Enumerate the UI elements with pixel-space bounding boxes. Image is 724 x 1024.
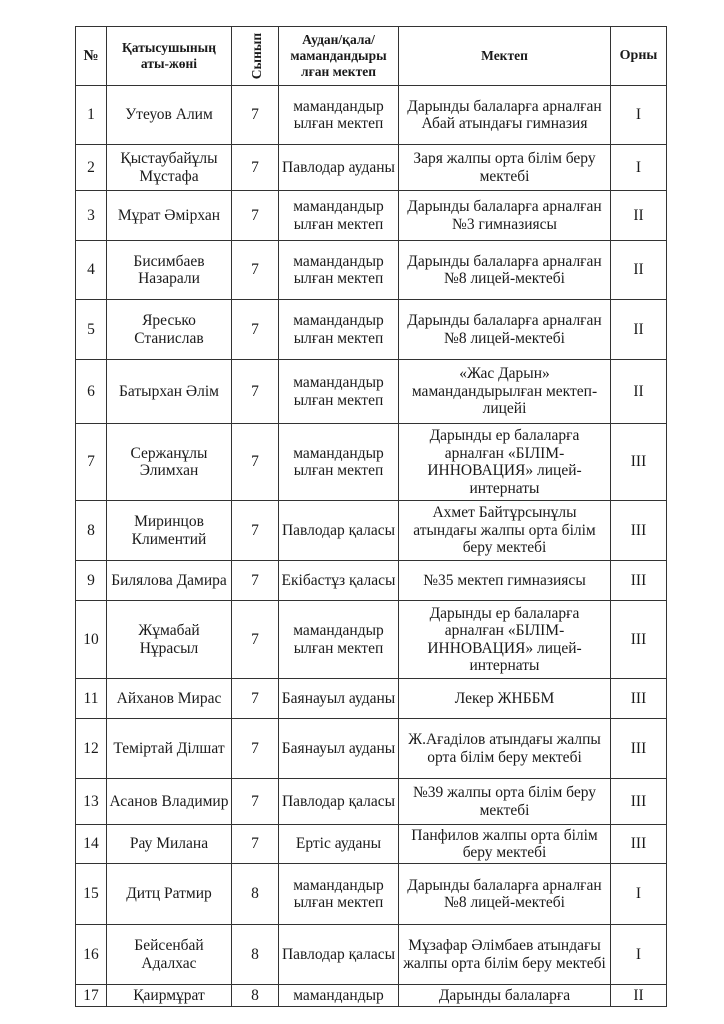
cell-number: 14 xyxy=(76,825,107,864)
table-row xyxy=(76,601,667,679)
cell-district: Павлодар қаласы xyxy=(279,501,399,561)
header-row xyxy=(76,27,667,86)
cell-place: III xyxy=(611,679,667,719)
cell-participant-name: Мұрат Әмірхан xyxy=(107,191,232,241)
cell-school: Дарынды ер балаларға арналған «БІЛІМ-ИННОВАЦИЯ» лицей-интернаты xyxy=(399,601,611,679)
table-row xyxy=(76,424,667,501)
table-row xyxy=(76,925,667,985)
cell-participant-name: Рау Милана xyxy=(107,825,232,864)
cell-number: 13 xyxy=(76,779,107,825)
cell-district: Ертіс ауданы xyxy=(279,825,399,864)
table-row xyxy=(76,360,667,424)
cell-district: мамандандыр ылған мектеп xyxy=(279,601,399,679)
cell-participant-name: Асанов Владимир xyxy=(107,779,232,825)
cell-school: Ахмет Байтұрсынұлы атындағы жалпы орта білім беру мектебі xyxy=(399,501,611,561)
cell-district: мамандандыр ылған мектеп xyxy=(279,424,399,501)
cell-participant-name: Батырхан Әлім xyxy=(107,360,232,424)
cell-place: II xyxy=(611,241,667,300)
cell-participant-name: Айханов Мирас xyxy=(107,679,232,719)
cell-school: Лекер ЖНББМ xyxy=(399,679,611,719)
cell-school: «Жас Дарын» мамандандырылған мектеп-лицейі xyxy=(399,360,611,424)
cell-participant-name: Қаирмұрат xyxy=(107,985,232,1007)
cell-grade: 7 xyxy=(232,779,279,825)
cell-place: III xyxy=(611,424,667,501)
cell-school: Дарынды балаларға арналған №8 лицей-мектебі xyxy=(399,241,611,300)
cell-grade: 8 xyxy=(232,925,279,985)
cell-district: мамандандыр ылған мектеп xyxy=(279,86,399,145)
table-row xyxy=(76,241,667,300)
cell-place: I xyxy=(611,864,667,925)
cell-grade: 7 xyxy=(232,300,279,360)
cell-place: I xyxy=(611,86,667,145)
cell-place: II xyxy=(611,300,667,360)
cell-number: 3 xyxy=(76,191,107,241)
table-row xyxy=(76,300,667,360)
cell-school: Дарынды балаларға арналған №3 гимназиясы xyxy=(399,191,611,241)
cell-grade: 7 xyxy=(232,501,279,561)
header-school: Мектеп xyxy=(399,27,611,86)
cell-district: мамандандыр ылған мектеп xyxy=(279,864,399,925)
cell-number: 6 xyxy=(76,360,107,424)
cell-participant-name: Теміртай Ділшат xyxy=(107,719,232,779)
cell-place: II xyxy=(611,360,667,424)
cell-participant-name: Билялова Дамира xyxy=(107,561,232,601)
cell-school: Дарынды балаларға арналған №8 лицей-мектебі xyxy=(399,864,611,925)
cell-participant-name: Дитц Ратмир xyxy=(107,864,232,925)
cell-place: III xyxy=(611,779,667,825)
cell-place: II xyxy=(611,191,667,241)
table-row xyxy=(76,561,667,601)
cell-grade: 7 xyxy=(232,86,279,145)
cell-number: 12 xyxy=(76,719,107,779)
header-district: Аудан/қала/ мамандандыры лған мектеп xyxy=(279,27,399,86)
cell-grade: 8 xyxy=(232,864,279,925)
cell-school: Ж.Ағаділов атындағы жалпы орта білім беру мектебі xyxy=(399,719,611,779)
cell-school: Дарынды ер балаларға арналған «БІЛІМ-ИННОВАЦИЯ» лицей-интернаты xyxy=(399,424,611,501)
cell-number: 5 xyxy=(76,300,107,360)
cell-number: 17 xyxy=(76,985,107,1007)
cell-place: I xyxy=(611,925,667,985)
cell-district: мамандандыр xyxy=(279,985,399,1007)
cell-school: №35 мектеп гимназиясы xyxy=(399,561,611,601)
cell-school: Дарынды балаларға xyxy=(399,985,611,1007)
header-place: Орны xyxy=(611,27,667,86)
cell-place: III xyxy=(611,501,667,561)
cell-district: мамандандыр ылған мектеп xyxy=(279,241,399,300)
cell-place: III xyxy=(611,601,667,679)
cell-number: 2 xyxy=(76,145,107,191)
header-grade xyxy=(232,27,279,86)
cell-grade: 7 xyxy=(232,191,279,241)
cell-grade: 7 xyxy=(232,679,279,719)
table-row xyxy=(76,86,667,145)
cell-district: Баянауыл ауданы xyxy=(279,719,399,779)
cell-district: мамандандыр ылған мектеп xyxy=(279,191,399,241)
cell-district: Павлодар қаласы xyxy=(279,779,399,825)
cell-number: 16 xyxy=(76,925,107,985)
cell-school: Заря жалпы орта білім беру мектебі xyxy=(399,145,611,191)
cell-place: III xyxy=(611,719,667,779)
cell-participant-name: Бисимбаев Назарали xyxy=(107,241,232,300)
cell-district: Екібастұз қаласы xyxy=(279,561,399,601)
cell-participant-name: Жұмабай Нұрасыл xyxy=(107,601,232,679)
cell-place: III xyxy=(611,825,667,864)
cell-participant-name: Яресько Станислав xyxy=(107,300,232,360)
cell-school: Дарынды балаларға арналған №8 лицей-мектебі xyxy=(399,300,611,360)
cell-grade: 7 xyxy=(232,825,279,864)
table-row xyxy=(76,191,667,241)
cell-participant-name: Сержанұлы Элимхан xyxy=(107,424,232,501)
cell-number: 15 xyxy=(76,864,107,925)
cell-participant-name: Утеуов Алим xyxy=(107,86,232,145)
cell-grade: 7 xyxy=(232,424,279,501)
header-participant-name: Қатысушының аты-жөні xyxy=(107,27,232,86)
cell-grade: 7 xyxy=(232,241,279,300)
cell-place: III xyxy=(611,561,667,601)
table-row xyxy=(76,864,667,925)
header-number: № xyxy=(76,27,107,86)
cell-district: мамандандыр ылған мектеп xyxy=(279,300,399,360)
cell-number: 9 xyxy=(76,561,107,601)
header-grade-label: Сынып xyxy=(249,32,265,80)
cell-district: Баянауыл ауданы xyxy=(279,679,399,719)
table-row xyxy=(76,501,667,561)
cell-school: №39 жалпы орта білім беру мектебі xyxy=(399,779,611,825)
cell-district: мамандандыр ылған мектеп xyxy=(279,360,399,424)
cell-participant-name: Қыстаубайұлы Мұстафа xyxy=(107,145,232,191)
cell-participant-name: Миринцов Климентий xyxy=(107,501,232,561)
cell-place: II xyxy=(611,985,667,1007)
cell-place: I xyxy=(611,145,667,191)
cell-number: 1 xyxy=(76,86,107,145)
cell-grade: 7 xyxy=(232,719,279,779)
table-row xyxy=(76,779,667,825)
cell-number: 11 xyxy=(76,679,107,719)
table-row xyxy=(76,679,667,719)
cell-number: 10 xyxy=(76,601,107,679)
cell-grade: 7 xyxy=(232,145,279,191)
cell-grade: 7 xyxy=(232,601,279,679)
table-row xyxy=(76,145,667,191)
table-row xyxy=(76,985,667,1007)
cell-participant-name: Бейсенбай Адалхас xyxy=(107,925,232,985)
cell-number: 4 xyxy=(76,241,107,300)
cell-school: Мұзафар Әлімбаев атындағы жалпы орта білім беру мектебі xyxy=(399,925,611,985)
cell-district: Павлодар ауданы xyxy=(279,145,399,191)
cell-school: Панфилов жалпы орта білім беру мектебі xyxy=(399,825,611,864)
results-table xyxy=(75,26,667,1007)
table-row xyxy=(76,719,667,779)
table-row xyxy=(76,825,667,864)
cell-school: Дарынды балаларға арналған Абай атындағы гимназия xyxy=(399,86,611,145)
cell-grade: 8 xyxy=(232,985,279,1007)
cell-number: 8 xyxy=(76,501,107,561)
cell-district: Павлодар қаласы xyxy=(279,925,399,985)
cell-grade: 7 xyxy=(232,561,279,601)
cell-grade: 7 xyxy=(232,360,279,424)
cell-number: 7 xyxy=(76,424,107,501)
